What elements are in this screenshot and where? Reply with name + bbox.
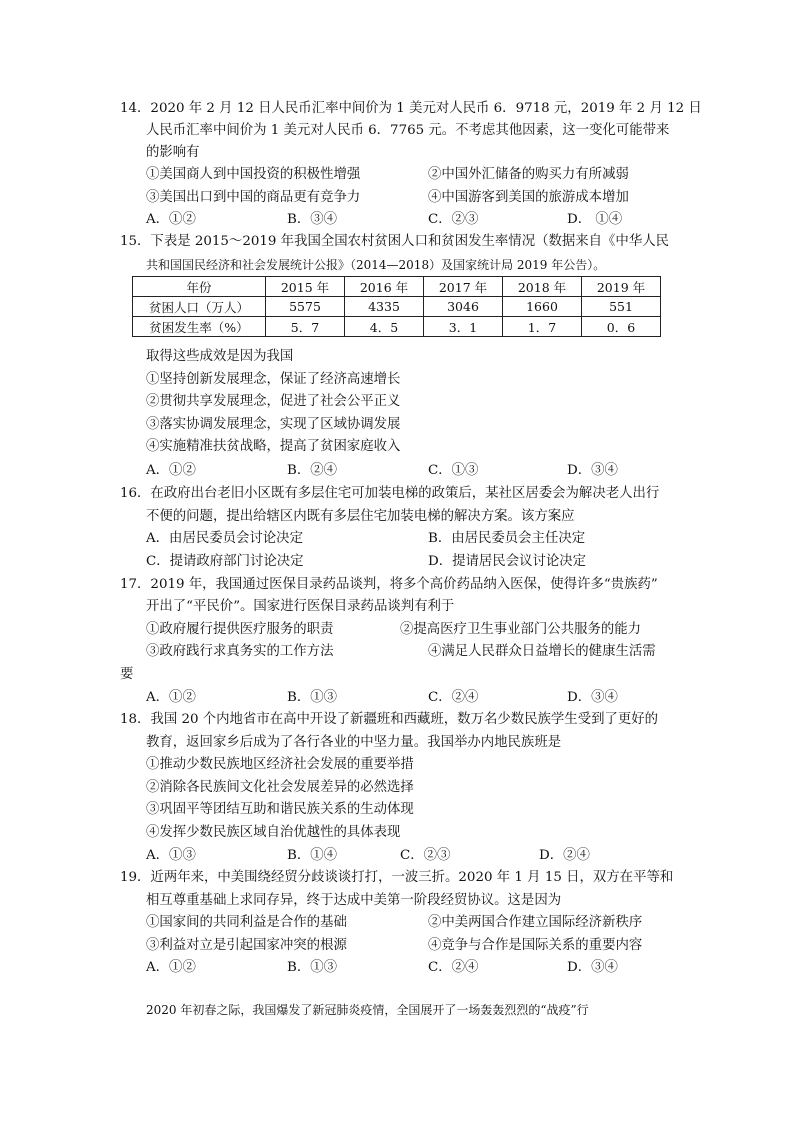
q17-option-b[interactable]: B．①③ [287, 690, 338, 705]
q17-option-a[interactable]: A．①② [146, 690, 196, 705]
table-header-cell: 2015 年 [266, 277, 345, 297]
q19-option-d[interactable]: D．③④ [567, 960, 618, 975]
q14-option-a[interactable]: A．①② [146, 212, 196, 227]
material-passage-line1: 2020 年初春之际，我国爆发了新冠肺炎疫情，全国展开了一场轰轰烈烈的“战疫”行 [146, 1003, 589, 1017]
table-cell: 551 [582, 297, 661, 317]
q17-statement-2: ②提高医疗卫生事业部门公共服务的能力 [400, 622, 642, 637]
q19-option-a[interactable]: A．①② [146, 960, 196, 975]
table-header-cell: 年份 [133, 277, 266, 297]
table-header-row [133, 277, 661, 297]
table-cell: 1660 [503, 297, 582, 317]
q18-stem-line2: 教育，返回家乡后成为了各行各业的中坚力量。我国举办内地民族班是 [146, 735, 562, 750]
q14-statement-1: ①美国商人到中国投资的积极性增强 [146, 167, 361, 182]
q15-statement-3: ③落实协调发展理念，实现了区域协调发展 [146, 417, 401, 432]
table-cell: 4335 [345, 297, 424, 317]
table-cell: 5．7 [266, 317, 345, 337]
q19-stem-line1: 19．近两年来，中美围绕经贸分歧谈谈打打，一波三折。2020 年 1 月 15 日，双方在平等和 [120, 870, 674, 885]
table-cell: 贫困发生率（%） [133, 317, 266, 337]
q14-stem-line3: 的影响有 [146, 145, 200, 160]
q15-stem-line2: 共和国国民经济和社会发展统计公报》（2014—2018）及国家统计局 2019 年公告）。 [146, 258, 606, 272]
q15-option-a[interactable]: A．①② [146, 463, 196, 478]
q14-statement-3: ③美国出口到中国的商品更有竞争力 [146, 190, 361, 205]
q16-option-a[interactable]: A．由居民委员会讨论决定 [146, 531, 303, 546]
q17-statement-4-continued: 要 [120, 667, 134, 682]
q19-stem-line2: 相互尊重基础上求同存异，终于达成中美第一阶段经贸协议。这是因为 [146, 893, 562, 908]
q18-option-c[interactable]: C．②③ [400, 848, 451, 863]
table-cell: 贫困人口（万人） [133, 297, 266, 317]
table-cell: 3．1 [424, 317, 503, 337]
q19-statement-1: ①国家间的共同利益是合作的基础 [146, 915, 347, 930]
q16-option-c[interactable]: C．提请政府部门讨论决定 [146, 554, 304, 569]
q19-option-c[interactable]: C．②④ [428, 960, 479, 975]
q16-option-d[interactable]: D．提请居民会议讨论决定 [428, 554, 587, 569]
table-cell: 5575 [266, 297, 345, 317]
q19-option-b[interactable]: B．①③ [287, 960, 338, 975]
q14-option-d[interactable]: D． ①④ [567, 212, 623, 227]
table-cell: 0．6 [582, 317, 661, 337]
q18-statement-1: ①推动少数民族地区经济社会发展的重要举措 [146, 757, 414, 772]
q15-statement-4: ④实施精准扶贫战略，提高了贫困家庭收入 [146, 439, 401, 454]
q16-stem-line1: 16．在政府出台老旧小区既有多层住宅可加装电梯的政策后，某社区居委会为解决老人出行 [120, 486, 660, 501]
q17-statement-1: ①政府履行提供医疗服务的职责 [146, 622, 334, 637]
table-header-cell: 2017 年 [424, 277, 503, 297]
q17-statement-4: ④满足人民群众日益增长的健康生活需 [428, 644, 656, 659]
q16-stem-line2: 不便的问题，提出给辖区内既有多层住宅加装电梯的解决方案。该方案应 [146, 509, 575, 524]
q14-stem-line1: 14．2020 年 2 月 12 日人民币汇率中间价为 1 美元对人民币 6．9718 元，2019 年 2 月 12 日 [120, 101, 702, 116]
table-header-cell: 2018 年 [503, 277, 582, 297]
q17-option-c[interactable]: C．②④ [428, 690, 479, 705]
table-cell: 4．5 [345, 317, 424, 337]
q14-statement-2: ②中国外汇储备的购买力有所减弱 [428, 167, 629, 182]
q17-stem-line2: 开出了“平民价”。国家进行医保目录药品谈判有利于 [146, 599, 455, 614]
q15-stem-line3: 取得这些成效是因为我国 [146, 349, 294, 364]
q19-statement-3: ③利益对立是引起国家冲突的根源 [146, 938, 347, 953]
q15-option-c[interactable]: C．①③ [428, 463, 479, 478]
q19-statement-4: ④竞争与合作是国际关系的重要内容 [428, 938, 643, 953]
table-cell: 3046 [424, 297, 503, 317]
q17-option-d[interactable]: D．③④ [567, 690, 618, 705]
table-header-cell: 2019 年 [582, 277, 661, 297]
q14-option-c[interactable]: C．②③ [428, 212, 479, 227]
q15-statement-2: ②贯彻共享发展理念，促进了社会公平正义 [146, 394, 401, 409]
q18-statement-2: ②消除各民族间文化社会发展差异的必然选择 [146, 780, 414, 795]
q18-statement-3: ③巩固平等团结互助和谐民族关系的生动体现 [146, 802, 414, 817]
q18-statement-4: ④发挥少数民族区域自治优越性的具体表现 [146, 825, 401, 840]
q15-stem-line1: 15．下表是 2015～2019 年我国全国农村贫困人口和贫困发生率情况（数据来自《中华人民 [120, 234, 669, 249]
table-header-cell: 2016 年 [345, 277, 424, 297]
q18-option-a[interactable]: A．①③ [146, 848, 196, 863]
q16-option-b[interactable]: B．由居民委员会主任决定 [428, 531, 586, 546]
q14-option-b[interactable]: B．③④ [287, 212, 338, 227]
q15-statement-1: ①坚持创新发展理念，保证了经济高速增长 [146, 372, 401, 387]
q18-option-d[interactable]: D．②④ [539, 848, 590, 863]
table-cell: 1．7 [503, 317, 582, 337]
q14-statement-4: ④中国游客到美国的旅游成本增加 [428, 190, 629, 205]
poverty-stats-table [132, 276, 661, 337]
q15-option-b[interactable]: B．②④ [287, 463, 338, 478]
q14-stem-line2: 人民币汇率中间价为 1 美元对人民币 6．7765 元。不考虑其他因素，这一变化可能带来 [146, 123, 670, 138]
table-row [133, 297, 661, 317]
q17-statement-3: ③政府践行求真务实的工作方法 [146, 644, 334, 659]
q19-statement-2: ②中美两国合作建立国际经济新秩序 [428, 915, 643, 930]
q18-option-b[interactable]: B．①④ [287, 848, 338, 863]
q15-option-d[interactable]: D．③④ [567, 463, 618, 478]
q17-stem-line1: 17．2019 年，我国通过医保目录药品谈判，将多个高价药品纳入医保，使得许多“贵族药” [120, 577, 658, 592]
table-row [133, 317, 661, 337]
q18-stem-line1: 18．我国 20 个内地省市在高中开设了新疆班和西藏班，数万名少数民族学生受到了更好的 [120, 712, 659, 727]
